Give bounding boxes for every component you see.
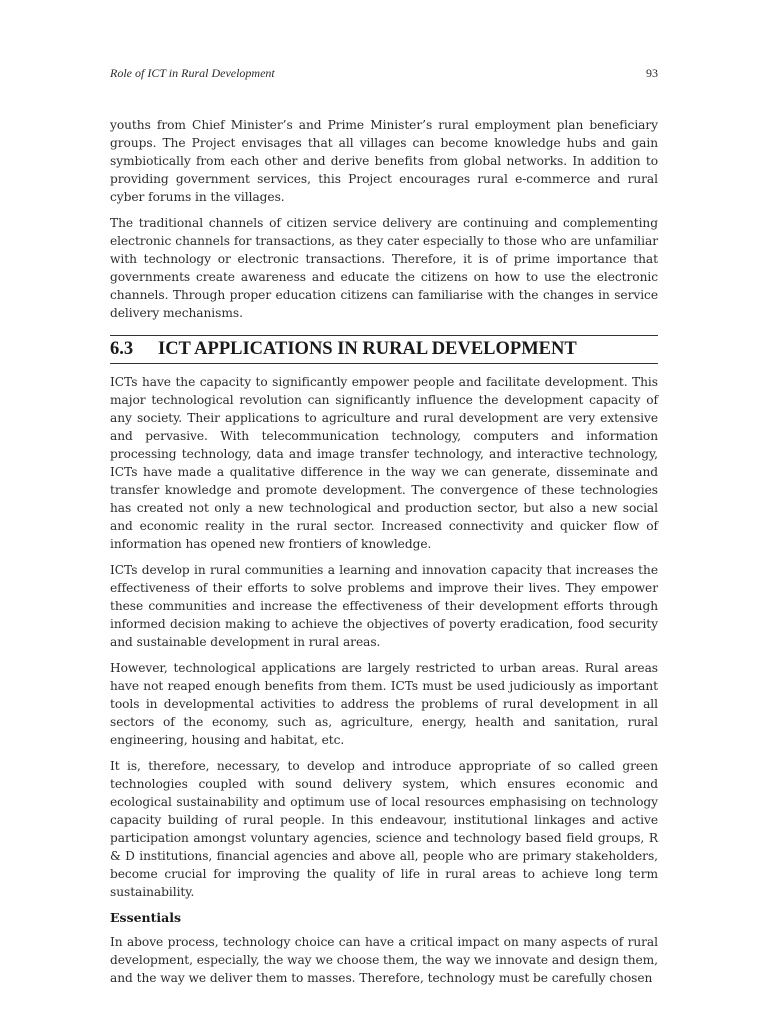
paragraph: ICTs have the capacity to significantly empower people and facilitate development. This major technological revolution can significantly influence the development capacity of any society. Their applications to agriculture and rural development are very extensive and pervasive. With telecommunication technology, computers and information processing technology, data and image transfer technology, and interactive technology, ICTs have made a qualitative difference in the way we can generate, disseminate and transfer knowledge and promote development. The convergence of these technologies has created not only a new technological and production sector, but also a new social and economic reality in the rural sector. Increased connectivity and quicker flow of information has opened new frontiers of knowledge. xyxy=(110,375,658,551)
paragraph: However, technological applications are largely restricted to urban areas. Rural areas have not reaped enough benefits from them. ICTs must be used judiciously as important tools in developmental activities to address the problems of rural development in all sectors of the economy, such as, agriculture, energy, health and sanitation, rural engineering, housing and habitat, etc. xyxy=(110,661,658,747)
running-header xyxy=(110,66,658,82)
section-number: 6.3 xyxy=(110,339,134,359)
document-page xyxy=(110,66,658,995)
page-number: 93 xyxy=(646,66,658,80)
paragraph: The traditional channels of citizen service delivery are continuing and complementing electronic channels for transactions, as they cater especially to those who are unfamiliar with technology or electronic transactions. Therefore, it is of prime importance that governments create awareness and educate the citizens on how to use the electronic channels. Through proper education citizens can familiarise with the changes in service delivery mechanisms. xyxy=(110,216,658,320)
paragraph: ICTs develop in rural communities a learning and innovation capacity that increases the effectiveness of their efforts to solve problems and improve their lives. They empower these communities and increase the effectiveness of their development efforts through informed decision making to achieve the objectives of poverty eradication, food security and sustainable development in rural areas. xyxy=(110,563,658,649)
paragraph: youths from Chief Minister’s and Prime Minister’s rural employment plan beneficiary groups. The Project envisages that all villages can become knowledge hubs and gain symbiotically from each other and derive benefits from global networks. In addition to providing government services, this Project encourages rural e-commerce and rural cyber forums in the villages. xyxy=(110,118,658,204)
paragraph: In above process, technology choice can have a critical impact on many aspects of rural development, especially, the way we choose them, the way we innovate and design them, and the way we deliver them to masses. Therefore, technology must be carefully chosen xyxy=(110,935,658,985)
section-heading xyxy=(110,335,658,364)
paragraph: It is, therefore, necessary, to develop and introduce appropriate of so called green technologies coupled with sound delivery system, which ensures economic and ecological sustainability and optimum use of local resources emphasising on technology capacity building of rural people. In this endeavour, institutional linkages and active participation amongst voluntary agencies, science and technology based field groups, R & D institutions, financial agencies and above all, people who are primary stakeholders, become crucial for improving the quality of life in rural areas to achieve long term sustainability. xyxy=(110,759,658,899)
subsection-heading: Essentials xyxy=(110,910,182,925)
running-header-title: Role of ICT in Rural Development xyxy=(110,66,275,80)
section-title: ICT APPLICATIONS IN RURAL DEVELOPMENT xyxy=(158,339,577,359)
